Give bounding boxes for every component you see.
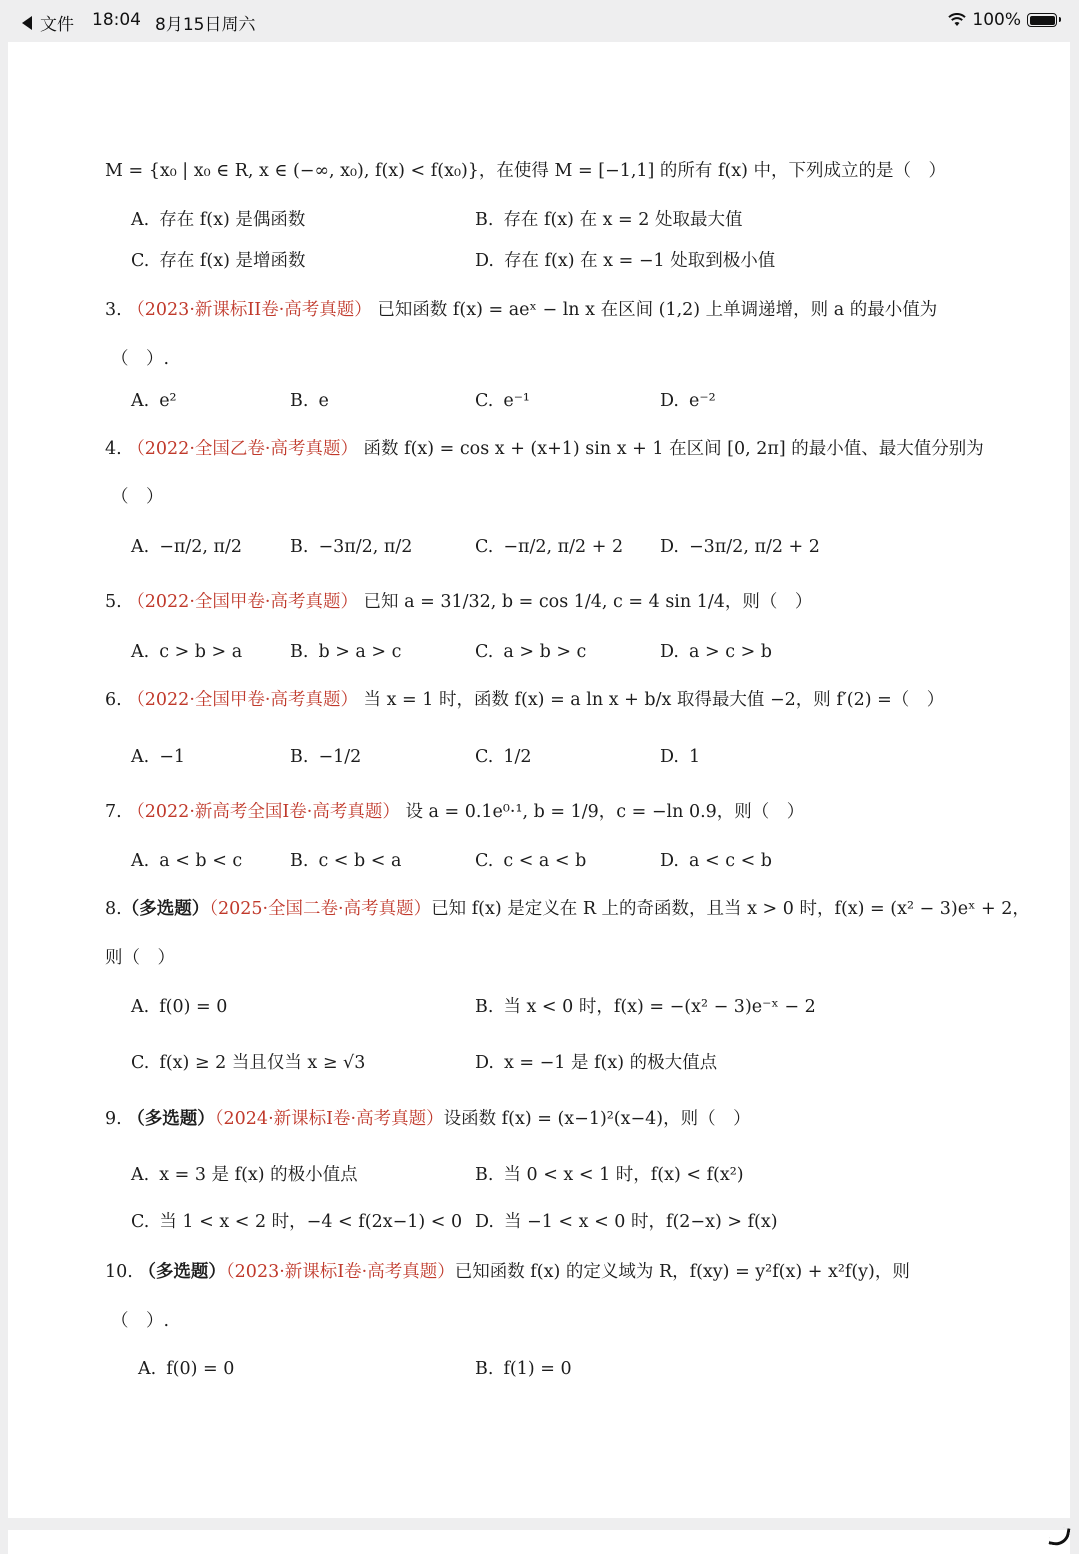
- q2-option-b[interactable]: B. 存在 f(x) 在 x = 2 处取最大值: [475, 210, 743, 230]
- q5-option-a[interactable]: A. c > b > a: [131, 642, 243, 662]
- back-to-files[interactable]: [22, 10, 74, 35]
- q7-option-c[interactable]: C. c < a < b: [475, 851, 587, 871]
- back-label: 文件: [40, 15, 74, 35]
- battery-icon: [1027, 13, 1057, 27]
- q9-option-b[interactable]: B. 当 0 < x < 1 时，f(x) < f(x²): [475, 1165, 744, 1185]
- q5-option-c[interactable]: C. a > b > c: [475, 642, 587, 662]
- q9-stem: 设函数 f(x) = (x−1)²(x−4)，则（ ）: [443, 1109, 751, 1129]
- status-right: [948, 10, 1057, 30]
- q7-number: 7.: [105, 802, 122, 822]
- q7-option-b[interactable]: B. c < b < a: [290, 851, 402, 871]
- q3-option-b[interactable]: B. e: [290, 391, 329, 411]
- q4-stem-line: [105, 438, 984, 460]
- q2-option-d[interactable]: D. 存在 f(x) 在 x = −1 处取到极小值: [475, 251, 776, 271]
- q8-option-d[interactable]: D. x = −1 是 f(x) 的极大值点: [475, 1053, 718, 1073]
- q4-option-a[interactable]: A. −π/2, π/2: [131, 537, 243, 557]
- q4-option-d[interactable]: D. −3π/2, π/2 + 2: [660, 537, 820, 557]
- q9-stem-line: [105, 1108, 751, 1130]
- q8-option-a[interactable]: A. f(0) = 0: [131, 997, 228, 1017]
- q8-source: （2025·全国二卷·高考真题）: [209, 899, 432, 919]
- q3-stem-line: [105, 299, 937, 321]
- q9-source: （2024·新课标I卷·高考真题）: [214, 1109, 444, 1129]
- q2-stem: M = {x₀ | x₀ ∈ R, x ∈ (−∞, x₀), f(x) < f(x₀)}，在使得 M = [−1,1] 的所有 f(x) 中，下列成立的是（ ）: [105, 161, 947, 181]
- q3-option-c[interactable]: C. e⁻¹: [475, 391, 530, 411]
- q6-option-a[interactable]: A. −1: [131, 747, 186, 767]
- q7-stem-line: [105, 801, 804, 823]
- q8-stem2: 则（ ）: [105, 948, 175, 968]
- q8-tag: （多选题）: [121, 899, 210, 919]
- q5-stem: 已知 a = 31/32, b = cos 1/4, c = 4 sin 1/4，则（ ）: [363, 592, 813, 612]
- q4-source: （2022·全国乙卷·高考真题）: [127, 439, 358, 459]
- q6-option-b[interactable]: B. −1/2: [290, 747, 362, 767]
- q10-option-b[interactable]: B. f(1) = 0: [475, 1359, 572, 1379]
- q8-stem: 已知 f(x) 是定义在 R 上的奇函数，且当 x > 0 时，f(x) = (x² − 3)eˣ + 2，: [431, 899, 1030, 919]
- q4-option-b[interactable]: B. −3π/2, π/2: [290, 537, 413, 557]
- q9-number: 9.: [105, 1109, 122, 1129]
- back-arrow-icon: [22, 16, 32, 30]
- q10-number: 10.: [105, 1262, 133, 1282]
- q10-stem: 已知函数 f(x) 的定义域为 R，f(xy) = y²f(x) + x²f(y)，则: [454, 1262, 910, 1282]
- q4-option-c[interactable]: C. −π/2, π/2 + 2: [475, 537, 624, 557]
- q4-number: 4.: [105, 439, 122, 459]
- document-page[interactable]: [8, 42, 1070, 1518]
- q10-tag: （多选题）: [138, 1262, 226, 1282]
- q6-stem-line: [105, 689, 944, 711]
- q9-option-c[interactable]: C. 当 1 < x < 2 时，−4 < f(2x−1) < 0: [131, 1212, 463, 1232]
- q10-stem-line: [105, 1261, 910, 1283]
- status-time: 18:04: [92, 10, 141, 30]
- q7-option-a[interactable]: A. a < b < c: [131, 851, 243, 871]
- status-bar: [0, 0, 1079, 42]
- q6-option-c[interactable]: C. 1/2: [475, 747, 532, 767]
- q8-number: 8.: [105, 899, 122, 919]
- q5-option-d[interactable]: D. a > c > b: [660, 642, 772, 662]
- q2-option-c[interactable]: C. 存在 f(x) 是增函数: [131, 251, 306, 271]
- q3-stem: 已知函数 f(x) = aeˣ − ln x 在区间 (1,2) 上单调递增，则 a 的最小值为: [377, 300, 938, 320]
- q10-source: （2023·新课标I卷·高考真题）: [225, 1262, 455, 1282]
- status-date: 8月15日周六: [155, 15, 256, 35]
- q6-option-d[interactable]: D. 1: [660, 747, 701, 767]
- q3-source: （2023·新课标II卷·高考真题）: [127, 300, 372, 320]
- q3-stem2: （ ）.: [111, 349, 170, 369]
- q7-stem: 设 a = 0.1e⁰·¹, b = 1/9，c = −ln 0.9，则（ ）: [405, 802, 805, 822]
- q8-option-b[interactable]: B. 当 x < 0 时，f(x) = −(x² − 3)e⁻ˣ − 2: [475, 997, 816, 1017]
- q5-number: 5.: [105, 592, 122, 612]
- q9-tag: （多选题）: [127, 1109, 215, 1129]
- q3-number: 3.: [105, 300, 122, 320]
- q3-option-a[interactable]: A. e²: [131, 391, 177, 411]
- q10-stem2: （ ）.: [111, 1311, 170, 1331]
- q4-stem2: （ ）: [111, 487, 164, 507]
- q4-stem: 函数 f(x) = cos x + (x+1) sin x + 1 在区间 [0, 2π] 的最小值、最大值分别为: [363, 439, 984, 459]
- q2-option-a[interactable]: A. 存在 f(x) 是偶函数: [131, 210, 306, 230]
- q8-option-c[interactable]: C. f(x) ≥ 2 当且仅当 x ≥ √3: [131, 1053, 366, 1073]
- wifi-icon: [948, 13, 966, 27]
- q6-number: 6.: [105, 690, 122, 710]
- battery-percent: 100%: [972, 10, 1021, 30]
- q5-stem-line: [105, 591, 812, 613]
- q5-option-b[interactable]: B. b > a > c: [290, 642, 402, 662]
- q5-source: （2022·全国甲卷·高考真题）: [127, 592, 358, 612]
- q3-option-d[interactable]: D. e⁻²: [660, 391, 716, 411]
- q6-stem: 当 x = 1 时，函数 f(x) = a ln x + b/x 取得最大值 −2，则 f′(2) =（ ）: [363, 690, 945, 710]
- q9-option-a[interactable]: A. x = 3 是 f(x) 的极小值点: [131, 1165, 358, 1185]
- q7-source: （2022·新高考全国I卷·高考真题）: [127, 802, 400, 822]
- q7-option-d[interactable]: D. a < c < b: [660, 851, 772, 871]
- q10-option-a[interactable]: A. f(0) = 0: [138, 1359, 235, 1379]
- next-page-edge: [8, 1530, 1070, 1554]
- q8-stem-line: [105, 898, 1030, 920]
- q9-option-d[interactable]: D. 当 −1 < x < 0 时，f(2−x) > f(x): [475, 1212, 778, 1232]
- q6-source: （2022·全国甲卷·高考真题）: [127, 690, 358, 710]
